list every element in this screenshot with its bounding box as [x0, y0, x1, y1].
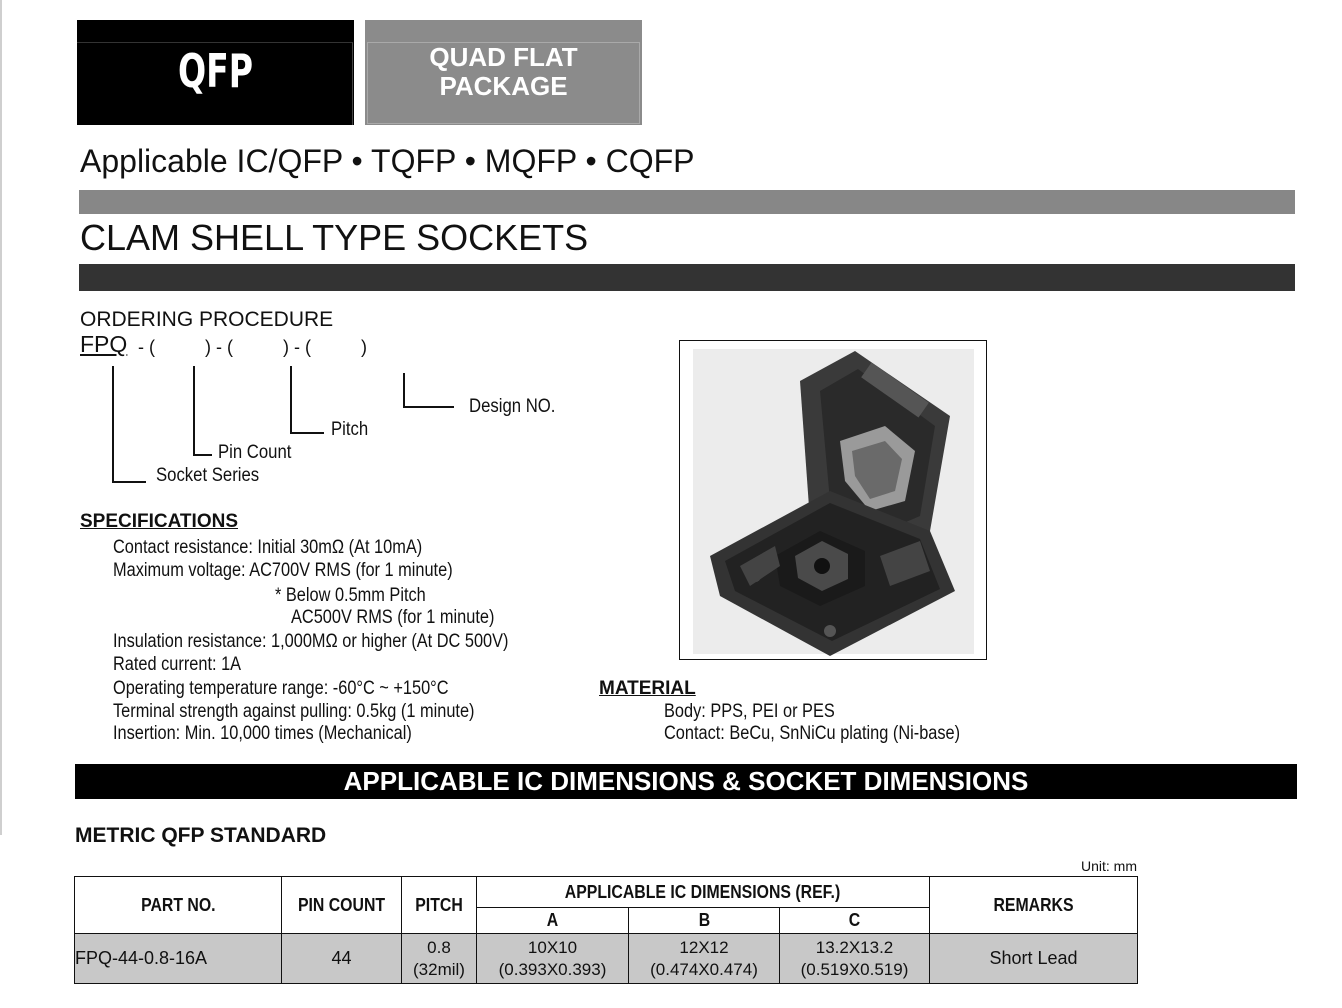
spec-line: * Below 0.5mm Pitch	[275, 585, 426, 606]
bracket-line	[193, 454, 212, 456]
cell-pitch: 0.8 (32mil)	[402, 934, 477, 984]
ordering-prefix: FPQ	[80, 331, 128, 357]
package-name: QUAD FLAT PACKAGE	[429, 42, 578, 101]
cell-part-no: FPQ-44-0.8-16A	[75, 934, 282, 984]
label-pin-count: Pin Count	[218, 442, 292, 463]
bracket-line	[403, 373, 405, 407]
material-body: Body: PPS, PEI or PES	[664, 701, 835, 722]
qfp-label-box	[77, 20, 354, 125]
socket-photo	[679, 340, 987, 660]
label-design-no: Design NO.	[469, 396, 556, 417]
package-label-box	[365, 20, 642, 125]
gray-divider	[79, 190, 1295, 214]
dark-divider	[79, 264, 1295, 291]
bracket-line	[290, 366, 292, 433]
spec-line: Contact resistance: Initial 30mΩ (At 10mA)	[113, 537, 423, 558]
material-heading: MATERIAL	[599, 678, 696, 699]
page-title: CLAM SHELL TYPE SOCKETS	[80, 217, 589, 258]
cell-pin-count: 44	[282, 934, 402, 984]
socket-image	[680, 341, 986, 659]
applicable-ic-line: Applicable IC/QFP • TQFP • MQFP • CQFP	[80, 143, 695, 179]
col-header-part-no: PART NO.	[75, 877, 282, 934]
cell-remarks: Short Lead	[930, 934, 1138, 984]
label-pitch: Pitch	[331, 419, 369, 440]
spec-line: Terminal strength against pulling: 0.5kg (1 minute)	[113, 701, 475, 722]
spec-line: AC500V RMS (for 1 minute)	[291, 607, 495, 628]
dimensions-table	[74, 876, 1138, 984]
spec-line: Insertion: Min. 10,000 times (Mechanical)	[113, 723, 412, 744]
col-header-c: C	[780, 908, 930, 934]
table-row	[75, 934, 1138, 984]
spec-line: Insulation resistance: 1,000MΩ or higher (At DC 500V)	[113, 631, 509, 652]
spec-line: Operating temperature range: -60°C ~ +150°C	[113, 678, 449, 699]
ordering-pattern: - ( ) - ( ) - ( )	[138, 337, 367, 357]
bracket-line	[290, 432, 324, 434]
bracket-line	[112, 366, 114, 482]
dimensions-banner: APPLICABLE IC DIMENSIONS & SOCKET DIMENSIONS	[75, 764, 1297, 799]
col-header-pin-count: PIN COUNT	[282, 877, 402, 934]
ordering-heading: ORDERING PROCEDURE	[80, 308, 334, 331]
specifications-heading: SPECIFICATIONS	[80, 511, 238, 532]
col-header-remarks: REMARKS	[930, 877, 1138, 934]
cell-c: 13.2X13.2 (0.519X0.519)	[780, 934, 930, 984]
spec-line: Maximum voltage: AC700V RMS (for 1 minute)	[113, 560, 453, 581]
bracket-line	[403, 406, 454, 408]
col-header-pitch: PITCH	[402, 877, 477, 934]
spec-line: Rated current: 1A	[113, 654, 242, 675]
material-contact: Contact: BeCu, SnNiCu plating (Ni-base)	[664, 723, 961, 744]
label-socket-series: Socket Series	[156, 465, 260, 486]
page-edge-line	[0, 0, 2, 835]
bracket-line	[112, 481, 146, 483]
unit-label: Unit: mm	[1081, 858, 1137, 874]
qfp-code: QFP	[177, 44, 254, 98]
col-header-a: A	[477, 908, 629, 934]
bracket-line	[193, 366, 195, 455]
standard-title: METRIC QFP STANDARD	[75, 824, 327, 847]
col-header-ic-dims: APPLICABLE IC DIMENSIONS (REF.)	[477, 877, 930, 908]
cell-b: 12X12 (0.474X0.474)	[629, 934, 780, 984]
cell-a: 10X10 (0.393X0.393)	[477, 934, 629, 984]
col-header-b: B	[629, 908, 780, 934]
